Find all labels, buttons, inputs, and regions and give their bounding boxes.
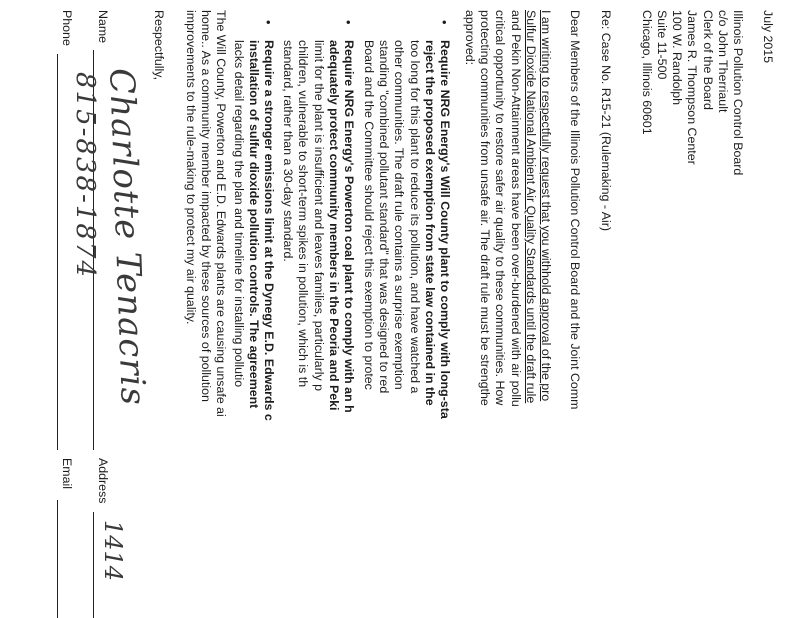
recipient-address (639, 10, 745, 618)
bullet-line: Require NRG Energy's Will County plant to comply with long-sta (438, 40, 452, 419)
sign-off: Respectfully, (152, 10, 166, 81)
bullet-line: Require a stronger emissions limit at the Dynegy E.D. Edwards c (262, 40, 276, 421)
address-line: James R. Thompson Center (685, 10, 700, 165)
bullet-line: other communities. The draft rule contains a surprise exemption (392, 40, 407, 390)
bullet-line: lacks detail regarding the plan and timeline for installing pollutio (231, 40, 246, 388)
address-line: Chicago, Illinois 60601 (639, 10, 654, 135)
bullet-line: standing "combined pollutant standard" that was designed to red (377, 40, 392, 394)
bullet-line: adequately protect community members in the Peoria and Peki (326, 40, 341, 411)
intro-line: Sulfur Dioxide National Ambient Air Quality Standards until the draft rule (523, 10, 538, 404)
intro-line: protecting communities from unsafe air. The draft rule must be strengthe (478, 10, 493, 406)
bullet-item-powerton (280, 20, 356, 618)
closing-line: improvements to the rule-making to protect my air quality. (183, 10, 198, 325)
closing-line: home.. As a community member impacted by these sources of pollution (198, 10, 213, 402)
address-line: Suite 11-500 (654, 10, 669, 80)
letter-date: July 2015 (761, 10, 775, 64)
bullet-icon: • (341, 20, 356, 25)
bullet-icon: • (261, 20, 276, 25)
bullet-line: installation of sulfur dioxide pollution controls. The agreement (246, 40, 261, 409)
bullet-line: too long for this plant to reduce its pollution, and have watched a (407, 40, 422, 394)
bullet-icon: • (437, 20, 452, 25)
phone-handwritten: 815-838-1874 (70, 72, 100, 279)
closing-line: The Will County, Powerton and E.D. Edwards plants are causing unsafe ai (214, 10, 228, 417)
bullet-item-edwards (230, 20, 276, 618)
bullet-line: reject the proposed exemption from state law contained in the (422, 40, 437, 406)
address-label: Address (96, 458, 110, 504)
phone-label: Phone (60, 10, 74, 46)
address-handwritten: 1414 (99, 520, 127, 582)
bullet-item-will-county (361, 20, 452, 618)
re-line: Re: Case No. R15-21 (Rulemaking - Air) (599, 10, 613, 232)
address-line: c/o John Therriault (715, 10, 730, 113)
address-line: 100 W. Randolph (670, 10, 685, 106)
bullet-line: Require NRG Energy's Powerton coal plant to comply with an h (342, 40, 356, 413)
bullet-line: Board and the Committee should reject this exemption to protec (361, 40, 376, 390)
bullet-line: children, vulnerable to short-term spikes in pollution, which is th (296, 40, 311, 388)
intro-line: critical opportunity to restore safer air quality to these communities. How (493, 10, 508, 406)
bullet-line: limit for the plant is insufficient and leaves families, particularly p (311, 40, 326, 391)
address-line: Illinois Pollution Control Board (731, 10, 745, 176)
intro-line: I am writing to respectfully request that you withhold approval of the pro (539, 10, 553, 402)
name-label: Name (96, 10, 110, 44)
name-signature: Charlotte Tenacris (101, 67, 153, 407)
address-line: Clerk of the Board (700, 10, 715, 110)
closing-paragraph (182, 10, 228, 618)
intro-paragraph (462, 10, 553, 618)
intro-line: approved: (462, 10, 477, 66)
email-field[interactable] (57, 500, 74, 618)
email-label: Email (60, 458, 74, 489)
salutation: Dear Members of the Illinois Pollution Control Board and the Joint Comm (568, 10, 582, 410)
bullet-line: standard, rather than a 30-day standard. (281, 40, 296, 262)
intro-line: and Pekin Non-Attainment areas have been over-burdened with air pollu (508, 10, 523, 407)
